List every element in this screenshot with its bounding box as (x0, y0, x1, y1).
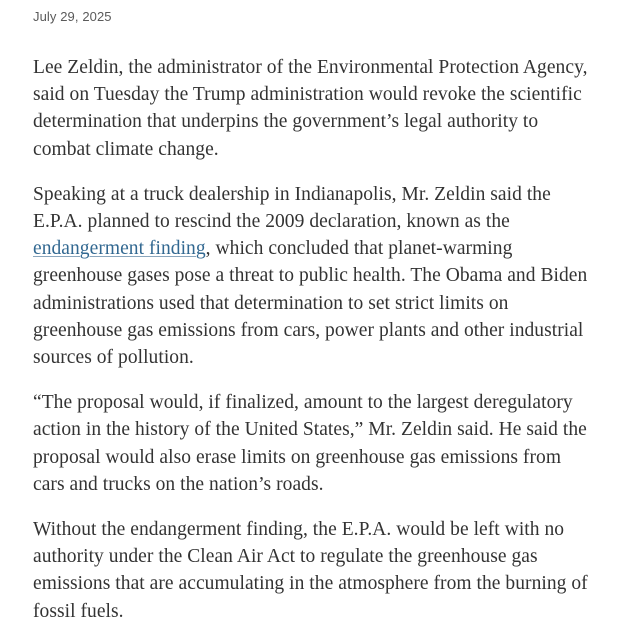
article-paragraph-2 (33, 181, 588, 371)
article-body (0, 54, 628, 625)
paragraph-2-tail-text: , which concluded that planet-warming greenhouse gases pose a threat to public health. The Obama and Biden administrations used that determination to set strict limits on greenhouse gas emissions from cars, power plants and other industrial sources of pollution. (33, 238, 588, 369)
article-paragraph-4: Without the endangerment finding, the E.P.A. would be left with no authority under the Clean Air Act to regulate the greenhouse gas emissions that are accumulating in the atmosphere from the burning of fossil fuels. (33, 519, 588, 622)
article-paragraph-1: Lee Zeldin, the administrator of the Environmental Protection Agency, said on Tuesday the Trump administration would revoke the scientific determination that underpins the government’s legal authority to combat climate change. (33, 57, 588, 160)
article-paragraph-3: “The proposal would, if finalized, amount to the largest deregulatory action in the history of the United States,” Mr. Zeldin said. He said the proposal would also erase limits on greenhouse gas emissions from cars and trucks on the nation’s roads. (33, 392, 587, 495)
paragraph-2-lead-text: Speaking at a truck dealership in Indianapolis, Mr. Zeldin said the E.P.A. planned to rescind the 2009 declaration, known as the (33, 183, 551, 233)
endangerment-finding-link[interactable]: endangerment finding (33, 238, 206, 260)
article-dateline: July 29, 2025 (33, 9, 112, 24)
